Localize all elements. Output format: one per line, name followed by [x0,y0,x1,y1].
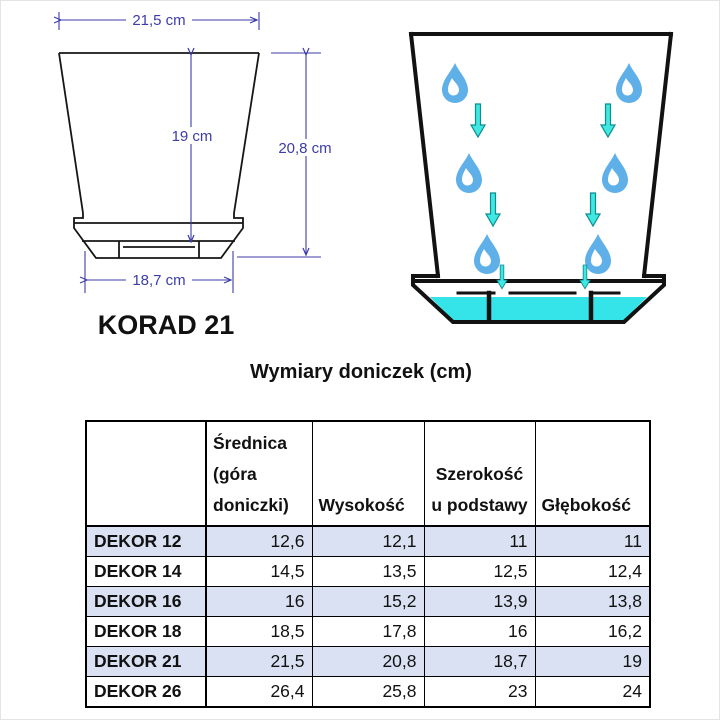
header-srednica: Średnica (góra doniczki) [206,421,312,526]
row-value: 19 [535,647,650,677]
table-row [86,587,650,617]
row-value: 12,6 [206,526,312,557]
row-value: 13,5 [312,557,424,587]
dim-top-width-label: 21,5 cm [132,12,186,29]
row-value: 15,2 [312,587,424,617]
header-empty [86,421,206,526]
water-drop-icon [442,63,642,274]
table-header [86,421,650,526]
row-value: 24 [535,677,650,708]
row-value: 16 [206,587,312,617]
table-body [86,526,650,707]
dimensions-table [85,420,651,708]
header-wysokosc: Wysokość [312,421,424,526]
row-label: DEKOR 26 [86,677,206,708]
row-value: 16,2 [535,617,650,647]
table-row [86,677,650,708]
dim-total-height-label: 20,8 cm [278,140,332,157]
product-name-label: KORAD 21 [97,310,235,340]
pot-dimension-drawing [41,1,341,351]
header-glebokosc: Głębokość [535,421,650,526]
water-reservoir [430,297,647,320]
row-value: 18,7 [424,647,535,677]
row-value: 17,8 [312,617,424,647]
pot-outline [59,53,259,258]
row-value: 26,4 [206,677,312,708]
row-label: DEKOR 16 [86,587,206,617]
table-title: Wymiary doniczek (cm) [250,361,472,383]
dim-base-width-label: 18,7 cm [132,272,186,289]
header-szerokosc: Szerokość u podstawy [424,421,535,526]
row-label: DEKOR 14 [86,557,206,587]
row-label: DEKOR 21 [86,647,206,677]
row-value: 23 [424,677,535,708]
row-value: 13,8 [535,587,650,617]
row-value: 12,4 [535,557,650,587]
row-value: 21,5 [206,647,312,677]
table-row [86,557,650,587]
table-row [86,647,650,677]
table-row [86,617,650,647]
row-value: 12,5 [424,557,535,587]
row-value: 11 [424,526,535,557]
row-value: 25,8 [312,677,424,708]
table-row [86,526,650,557]
row-label: DEKOR 18 [86,617,206,647]
row-value: 20,8 [312,647,424,677]
row-value: 12,1 [312,526,424,557]
row-value: 16 [424,617,535,647]
self-watering-illustration [396,21,686,351]
row-value: 11 [535,526,650,557]
row-value: 13,9 [424,587,535,617]
dim-inner-height-label: 19 cm [171,128,213,145]
row-label: DEKOR 12 [86,526,206,557]
row-value: 14,5 [206,557,312,587]
row-value: 18,5 [206,617,312,647]
